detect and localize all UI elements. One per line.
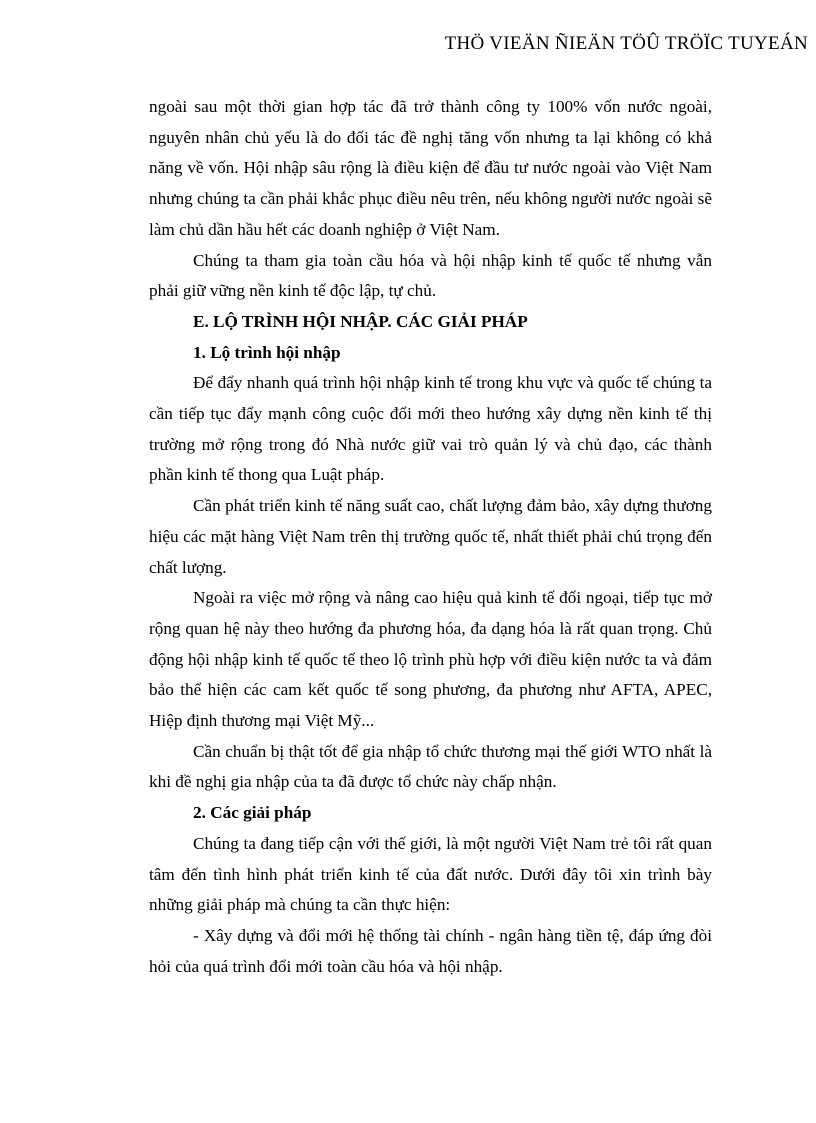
paragraph-integration-independence: Chúng ta tham gia toàn cầu hóa và hội nhập kinh tế quốc tế nhưng vẫn phải giữ vững nền kinh tế độc lập, tự chủ. xyxy=(149,250,712,301)
document-body xyxy=(149,92,712,982)
subsection-heading-solutions: 2. Các giải pháp xyxy=(193,803,312,823)
paragraph-solution-item-1: - Xây dựng và đổi mới hệ thống tài chính - ngân hàng tiền tệ, đáp ứng đòi hỏi của quá trình đổi mới toàn cầu hóa và hội nhập. xyxy=(149,925,712,976)
section-heading-e: E. LỘ TRÌNH HỘI NHẬP. CÁC GIẢI PHÁP xyxy=(193,311,528,331)
paragraph-solutions-intro: Chúng ta đang tiếp cận với thế giới, là một người Việt Nam trẻ tôi rất quan tâm đến tình hình phát triển kinh tế của đất nước. Dưới đây tôi xin trình bày những giải pháp mà chúng ta cần thực hiện: xyxy=(149,833,712,915)
paragraph-roadmap-1: Để đẩy nhanh quá trình hội nhập kinh tế trong khu vực và quốc tế chúng ta cần tiếp tục đẩy mạnh công cuộc đổi mới theo hướng xây dựng nền kinh tế thị trường mở rộng trong đó Nhà nước giữ vai trò quản lý và chủ đạo, các thành phần kinh tế thong qua Luật pháp. xyxy=(149,373,712,485)
paragraph-roadmap-4: Cần chuẩn bị thật tốt để gia nhập tổ chức thương mại thế giới WTO nhất là khi đề nghị gia nhập của ta đã được tổ chức này chấp nhận. xyxy=(149,741,712,792)
subsection-heading-roadmap: 1. Lộ trình hội nhập xyxy=(193,342,341,362)
paragraph-roadmap-2: Cần phát triển kinh tế năng suất cao, chất lượng đảm bảo, xây dựng thương hiệu các mặt hàng Việt Nam trên thị trường quốc tế, nhất thiết phải chú trọng đến chất lượng. xyxy=(149,496,712,577)
paragraph-roadmap-3: Ngoài ra việc mở rộng và nâng cao hiệu quả kinh tế đối ngoại, tiếp tục mở rộng quan hệ này theo hướng đa phương hóa, đa dạng hóa là rất quan trọng. Chủ động hội nhập kinh tế quốc tế theo lộ trình phù hợp với điều kiện nước ta và đảm bảo thể hiện các cam kết quốc tế song phương, đa phương như AFTA, APEC, Hiệp định thương mại Việt Mỹ... xyxy=(149,588,712,731)
page-header: THÖ VIEÄN ÑIEÄN TÖÛ TRÖÏC TUYEÁN xyxy=(444,33,808,54)
paragraph-continuation: ngoài sau một thời gian hợp tác đã trở thành công ty 100% vốn nước ngoài, nguyên nhân chủ yếu là do đối tác đề nghị tăng vốn nhưng ta lại không có khả năng về vốn. Hội nhập sâu rộng là điều kiện để đầu tư nước ngoài vào Việt Nam nhưng chúng ta cần phải khắc phục điều nêu trên, nếu không người nước ngoài sẽ làm chủ dần hầu hết các doanh nghiệp ở Việt Nam. xyxy=(149,97,712,239)
